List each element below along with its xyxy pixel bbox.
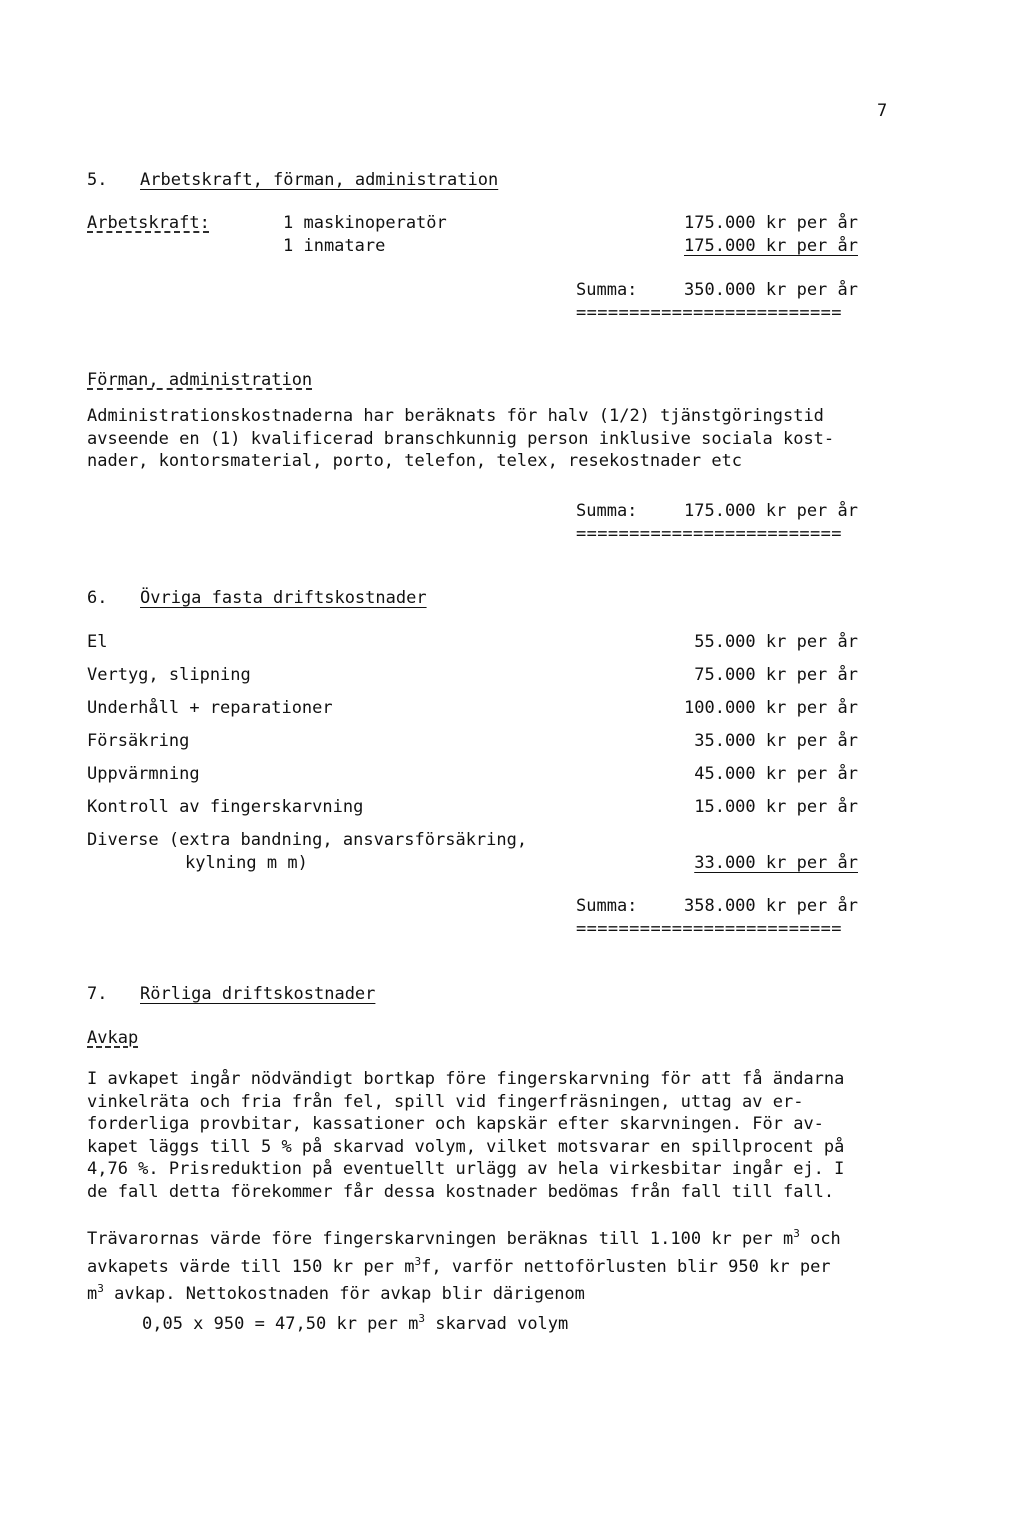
cost-item: El [87,632,108,652]
cost-amount: 55.000 kr per år [694,632,858,652]
paragraph-line: vinkelräta och fria från fel, spill vid fingerfräsningen, uttag av er- [87,1091,804,1112]
cost-item: Kontroll av fingerskarvning [87,797,364,817]
paragraph-line: avseende en (1) kvalificerad branschkunnig person inklusive sociala kost- [87,428,835,449]
section-7-title: Rörliga driftskostnader [140,984,376,1004]
section-6-number: 6. [87,588,108,608]
section-7-number: 7. [87,984,108,1004]
double-rule: ========================= [576,303,842,323]
paragraph-line: avkapets värde till 150 kr per $m^3f$, varför nettoförlusten blir 950 kr per [87,1254,831,1277]
cost-amount: 75.000 kr per år [694,665,858,685]
paragraph-line: I avkapet ingår nödvändigt bortkap före fingerskarvning för att få ändarna [87,1069,845,1089]
sum-label: Summa: [576,501,638,521]
paragraph-line: nader, kontorsmaterial, porto, telefon, telex, resekostnader etc [87,451,743,471]
sum-label: Summa: [576,280,638,300]
value-paragraph [87,1223,841,1306]
paragraph-line: Trävarornas värde före fingerskarvningen beräknas till 1.100 kr per $m^3$ och [87,1227,841,1249]
paragraph-line: Administrationskostnaderna har beräknats för halv (1/2) tjänstgöringstid [87,406,824,426]
paragraph-line: forderliga provbitar, kassationer och kapskär efter skarvningen. För av- [87,1114,824,1134]
cost-amount: 100.000 kr per år [684,698,858,718]
paragraph-line: 4,76 %. Prisreduktion på eventuellt urlägg av hela virkesbitar ingår ej. I [87,1159,845,1179]
formula: 0,05 x 950 = 47,50 kr per $m^3$ skarvad volym [142,1312,569,1334]
arbetskraft-label: Arbetskraft: [87,213,210,233]
cost-item: Försäkring [87,731,190,751]
paragraph-line: kapet läggs till 5 % på skarvad volym, vilket motsvarar en spillprocent på [87,1136,845,1157]
cost-item: Uppvärmning [87,764,200,784]
cost-item: Vertyg, slipning [87,665,251,685]
subsection-title: Avkap [87,1028,139,1048]
avkap-paragraph [87,1068,844,1203]
row-amount: 175.000 kr per år [684,213,858,233]
sum-amount: 350.000 kr per år [684,280,858,300]
sum-label: Summa: [576,896,638,916]
admin-paragraph [87,405,834,473]
cost-item-continued: kylning m m) [185,853,308,873]
paragraph-line: $m^3$ avkap. Nettokostnaden för avkap blir därigenom [87,1282,585,1304]
row-item: 1 inmatare [283,236,386,256]
sum-amount: 358.000 kr per år [684,896,858,916]
section-5-title: Arbetskraft, förman, administration [140,170,499,190]
row-item: 1 maskinoperatör [283,213,447,233]
row-amount: 175.000 kr per år [684,236,858,256]
section-5-number: 5. [87,170,108,190]
cost-item: Underhåll + reparationer [87,698,333,718]
cost-amount: 45.000 kr per år [694,764,858,784]
section-6-title: Övriga fasta driftskostnader [140,588,427,608]
sum-amount: 175.000 kr per år [684,501,858,521]
double-rule: ========================= [576,524,842,544]
double-rule: ========================= [576,919,842,939]
subsection-title: Förman, administration [87,370,313,390]
cost-amount: 35.000 kr per år [694,731,858,751]
paragraph-line: de fall detta förekommer får dessa kostnader bedömas från fall till fall. [87,1181,835,1202]
cost-amount: 15.000 kr per år [694,797,858,817]
page-number: 7 [877,101,888,121]
cost-item: Diverse (extra bandning, ansvarsförsäkring, [87,830,528,850]
cost-amount: 33.000 kr per år [694,853,858,873]
